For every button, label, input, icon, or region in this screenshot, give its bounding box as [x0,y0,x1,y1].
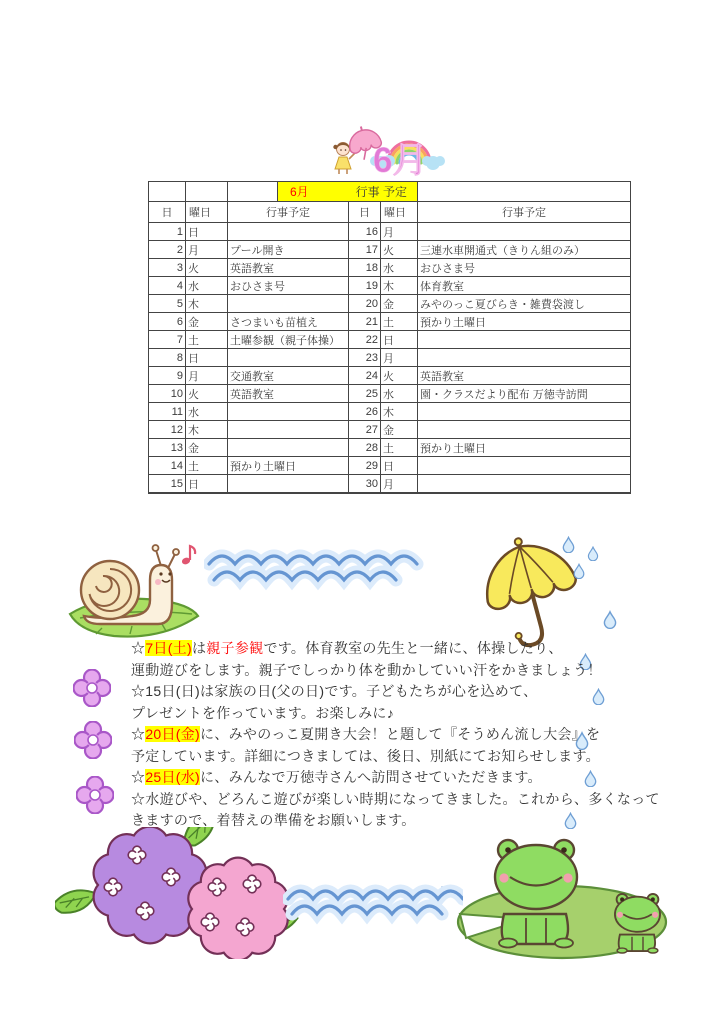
week-cell: 金 [186,313,228,331]
day-cell: 8 [149,349,186,367]
note-line [131,703,660,725]
event-cell [228,421,349,439]
calendar-row [149,475,631,494]
note-text: 運動遊びをします。親子でしっかり体を動かしていい汗をかきましょう！ [131,661,602,678]
event-cell [418,475,631,494]
note-line [131,767,660,789]
week-cell: 金 [381,295,418,313]
day-cell: 18 [349,259,381,277]
event-cell: 英語教室 [418,367,631,385]
day-cell: 12 [149,421,186,439]
calendar-row [149,385,631,403]
calendar-row [149,439,631,457]
week-cell: 木 [381,403,418,421]
note-line [131,724,660,746]
calendar-header-row [149,202,631,223]
week-cell: 水 [381,385,418,403]
calendar-row [149,223,631,241]
june-calendar-table [148,181,631,494]
col-header-weekday: 曜日 [186,202,228,223]
note-line [131,789,660,811]
event-cell: 預かり土曜日 [228,457,349,475]
day-cell: 10 [149,385,186,403]
day-cell: 21 [349,313,381,331]
week-cell: 木 [186,295,228,313]
col-header-event: 行事予定 [228,202,349,223]
week-cell: 土 [381,313,418,331]
event-cell: 英語教室 [228,385,349,403]
event-cell: 三連水車開通式（きりん組のみ） [418,241,631,259]
day-cell: 27 [349,421,381,439]
day-cell: 22 [349,331,381,349]
event-cell: プール開き [228,241,349,259]
day-cell: 1 [149,223,186,241]
week-cell: 月 [381,349,418,367]
day-cell: 2 [149,241,186,259]
note-text: ☆ [131,769,146,785]
event-cell [418,223,631,241]
note-text: は [191,640,207,656]
empty-cell [186,182,228,202]
day-cell: 28 [349,439,381,457]
event-cell [228,403,349,421]
day-cell: 6 [149,313,186,331]
week-cell: 月 [381,223,418,241]
flower-bullet-icon [73,669,111,707]
raindrop-icon [587,546,599,561]
event-cell [418,403,631,421]
event-cell [228,439,349,457]
day-cell: 15 [149,475,186,494]
june-banner-illustration [327,119,457,177]
week-cell: 日 [186,349,228,367]
week-cell: 月 [186,367,228,385]
event-cell: 交通教室 [228,367,349,385]
empty-cell [149,182,186,202]
event-cell [418,349,631,367]
note-hl-text: 7日(土) [145,640,192,656]
calendar-row [149,241,631,259]
day-cell: 13 [149,439,186,457]
week-cell: 日 [381,457,418,475]
event-cell: 預かり土曜日 [418,439,631,457]
flower-bullet-icon [76,776,114,814]
calendar-row [149,277,631,295]
day-cell: 29 [349,457,381,475]
week-cell: 月 [381,475,418,494]
day-cell: 11 [149,403,186,421]
day-cell: 3 [149,259,186,277]
calendar-row [149,295,631,313]
note-text: きますので、着替えの準備をお願いします。 [131,812,416,828]
note-line [131,681,660,703]
week-cell: 火 [186,259,228,277]
note-red-text: 親子参観 [206,640,264,656]
event-cell [418,331,631,349]
week-cell: 火 [186,385,228,403]
event-cell [228,295,349,313]
note-text: 予定しています。詳細につきましては、後日、別紙にてお知らせします。 [131,747,600,764]
snail-icon [62,536,207,646]
hydrangea-icon [55,827,305,959]
calendar-row [149,349,631,367]
day-cell: 25 [349,385,381,403]
day-cell: 30 [349,475,381,494]
event-cell: 体育教室 [418,277,631,295]
day-cell: 19 [349,277,381,295]
event-cell: おひさま号 [228,277,349,295]
frogs-on-lilypad-icon [446,822,674,962]
calendar-row [149,421,631,439]
col-header-day: 日 [349,202,381,223]
week-cell: 日 [186,475,228,494]
week-cell: 火 [381,367,418,385]
week-cell: 土 [186,457,228,475]
week-cell: 水 [381,259,418,277]
day-cell: 16 [349,223,381,241]
week-cell: 水 [186,403,228,421]
calendar-title-month: 6月 [290,185,309,199]
note-text: ☆ [131,640,146,656]
week-cell: 土 [186,331,228,349]
event-cell [228,223,349,241]
day-cell: 20 [349,295,381,313]
raindrop-icon [573,563,585,579]
notes [131,638,660,832]
calendar-title-row [149,182,631,202]
week-cell: 土 [381,439,418,457]
col-header-weekday: 曜日 [381,202,418,223]
wave-line-icon [283,884,463,928]
event-cell: みやのっこ夏びらき・雑費袋渡し [418,295,631,313]
week-cell: 月 [186,241,228,259]
calendar-body [149,223,631,494]
calendar-row [149,313,631,331]
note-line [131,746,660,768]
week-cell: 木 [186,421,228,439]
week-cell: 火 [381,241,418,259]
raindrop-icon [603,610,617,629]
empty-cell [228,182,278,202]
calendar-title-label: 行事 予定 [355,185,407,199]
note-line [131,638,660,660]
event-cell: 預かり土曜日 [418,313,631,331]
calendar-row [149,331,631,349]
note-text: ☆15日(日)は家族の日(父の日)です。子どもたちが心を込めて、 [131,683,538,699]
note-text: ☆ [131,726,146,742]
event-cell [418,421,631,439]
calendar-row [149,259,631,277]
day-cell: 14 [149,457,186,475]
event-cell [228,475,349,494]
note-line [131,660,660,682]
event-cell: 園・クラスだより配布 万徳寺訪問 [418,385,631,403]
day-cell: 26 [349,403,381,421]
week-cell: 木 [381,277,418,295]
day-cell: 24 [349,367,381,385]
col-header-event: 行事予定 [418,202,631,223]
event-cell [228,349,349,367]
event-cell: おひさま号 [418,259,631,277]
note-text: に、みんなで万徳寺さんへ訪問させていただきます。 [200,769,542,785]
note-hl-text: 20日(金) [145,726,201,742]
week-cell: 水 [186,277,228,295]
frog-icon [495,840,577,948]
calendar-row [149,367,631,385]
note-text: ☆水遊びや、どろんこ遊びが楽しい時期になってきました。これから、多くなって [131,790,660,807]
day-cell: 23 [349,349,381,367]
calendar-row [149,403,631,421]
note-text: です。体育教室の先生と一緒に、体操したり、 [263,640,563,656]
wave-line-icon [204,549,426,593]
note-text: に、みやのっこ夏開き大会！と題して『そうめん流し大会』を [200,726,601,742]
event-cell: さつまいも苗植え [228,313,349,331]
week-cell: 金 [381,421,418,439]
event-cell [418,457,631,475]
week-cell: 日 [186,223,228,241]
day-cell: 9 [149,367,186,385]
day-cell: 17 [349,241,381,259]
raindrop-icon [562,536,575,553]
calendar-title-cell [278,182,418,202]
day-cell: 7 [149,331,186,349]
note-hl-text: 25日(水) [145,769,201,785]
day-cell: 5 [149,295,186,313]
note-text: プレゼントを作っています。お楽しみに♪ [131,704,395,721]
event-cell: 土曜参観（親子体操） [228,331,349,349]
music-note-icon [181,546,195,565]
calendar-row [149,457,631,475]
empty-cell [418,182,631,202]
frog-icon [615,894,660,953]
flower-bullet-icon [74,721,112,759]
event-cell: 英語教室 [228,259,349,277]
col-header-day: 日 [149,202,186,223]
banner-month-text: 6月 [373,141,428,177]
week-cell: 日 [381,331,418,349]
week-cell: 金 [186,439,228,457]
day-cell: 4 [149,277,186,295]
